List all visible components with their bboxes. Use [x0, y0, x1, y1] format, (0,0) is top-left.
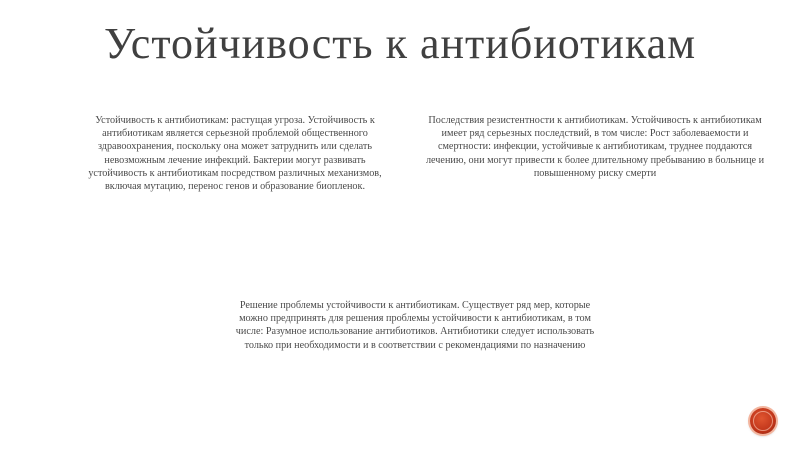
circle-button-icon[interactable]: [750, 408, 776, 434]
text-block-threat: Устойчивость к антибиотикам: растущая угроза. Устойчивость к антибиотикам является серьезной проблемой общественного здравоохранения, поскольку она может затруднить или сделать невозможным лечение инфекций. Бактерии могут развивать устойчивость к антибиотикам посредством различных механизмов, включая мутацию, перенос генов и образование биопленок.: [88, 115, 382, 193]
slide-title: Устойчивость к антибиотикам: [103, 19, 697, 68]
text-block-consequences: Последствия резистентности к антибиотикам. Устойчивость к антибиотикам имеет ряд серьезных последствий, в том числе: Рост заболеваемости и смертности: инфекции, устойчивые к антибиотикам, труднее поддаются лечению, они могут привести к более длительному пребыванию в больнице и повышенному риску смерти: [425, 115, 765, 179]
circle-button-ring: [753, 411, 773, 431]
text-block-solution: Решение проблемы устойчивости к антибиотикам. Существует ряд мер, которые можно предпринять для решения проблемы устойчивости к антибиотикам, в том числе: Разумное использование антибиотиков. Антибиотики следует использовать только при необходимости и в соответствии с рекомендациями по назначению: [235, 300, 595, 351]
